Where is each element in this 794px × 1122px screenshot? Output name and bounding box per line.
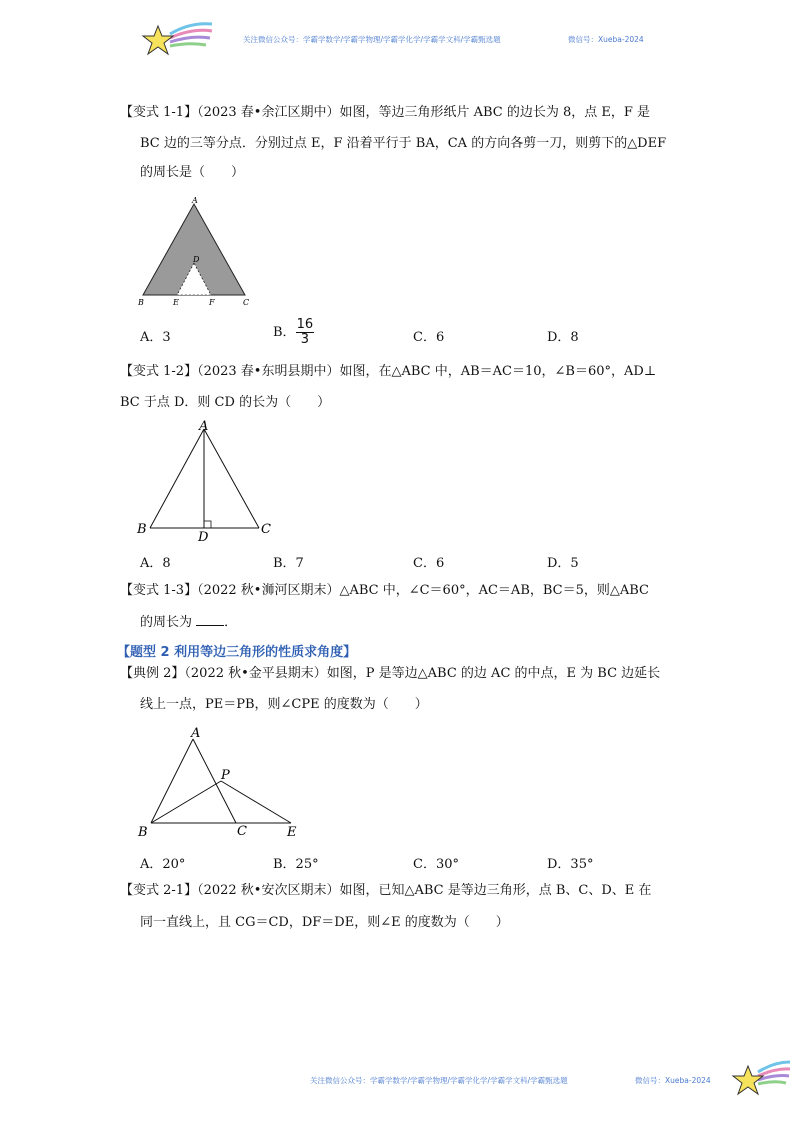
q4-line2: 同一直线上，且 CG＝CD，DF＝DE，则∠E 的度数为（ ） [140, 915, 509, 930]
q3-line1: 【变式 1-3】（2022 秋•浉河区期末）△ABC 中，∠C＝60°，AC＝AB，BC＝5，则△ABC [120, 583, 650, 598]
q2-label-c: C [261, 522, 271, 537]
q2-figure [135, 415, 280, 545]
q2-label-a: A [199, 419, 209, 434]
q2-option-a[interactable]: A．8 [140, 556, 171, 571]
q1-label-f: F [209, 298, 215, 307]
q2-label-b: B [137, 522, 147, 537]
answer-blank[interactable] [196, 614, 224, 626]
footer-wechat: 微信号：Xueba-2024 [635, 1076, 711, 1085]
fraction [296, 318, 315, 347]
header-wechat: 微信号：Xueba-2024 [568, 35, 644, 44]
star-logo-icon [730, 1058, 792, 1098]
q1-option-b-label: B． [273, 325, 296, 340]
ex2-label-c: C [237, 824, 247, 839]
ex2-option-c[interactable]: C．30° [413, 857, 459, 872]
fraction-denominator: 3 [300, 332, 309, 347]
q1-line1: 【变式 1-1】（2023 春•余江区期中）如图，等边三角形纸片 ABC 的边长为 8，点 E，F 是 [120, 105, 651, 120]
section-title: 【题型 2 利用等边三角形的性质求角度】 [117, 645, 357, 660]
q1-label-d: D [193, 255, 200, 264]
ex2-line2: 线上一点，PE＝PB，则∠CPE 的度数为（ ） [140, 697, 428, 712]
ex2-option-b[interactable]: B．25° [273, 857, 319, 872]
q2-line1: 【变式 1-2】（2023 春•东明县期中）如图，在△ABC 中，AB＝AC＝10，∠B＝60°，AD⊥ [120, 364, 657, 379]
q4-line1: 【变式 2-1】（2022 秋•安次区期末）如图，已知△ABC 是等边三角形，点 B、C、D、E 在 [120, 883, 652, 898]
q1-line2: BC 边的三等分点．分别过点 E，F 沿着平行于 BA，CA 的方向各剪一刀，则剪下的△DEF [140, 136, 667, 151]
q1-figure [135, 195, 260, 310]
q1-option-a[interactable]: A．3 [140, 330, 171, 345]
q3-line2-end: ． [224, 615, 238, 630]
ex2-figure [133, 722, 308, 844]
q1-option-d[interactable]: D．8 [547, 330, 579, 345]
q2-option-c[interactable]: C．6 [413, 556, 445, 571]
ex2-label-b: B [138, 825, 148, 840]
q3-line2-text: 的周长为 [140, 615, 193, 630]
q2-line2: BC 于点 D．则 CD 的长为（ ） [120, 395, 331, 410]
header-text: 关注微信公众号：学霸学数学/学霸学物理/学霸学化学/学霸学文科/学霸甄选题 [243, 35, 501, 44]
q1-option-c[interactable]: C．6 [413, 330, 445, 345]
q1-label-e: E [173, 298, 179, 307]
q1-label-a: A [192, 196, 198, 205]
ex2-label-p: P [221, 768, 230, 783]
ex2-option-a[interactable]: A．20° [140, 857, 186, 872]
star-logo-icon [140, 18, 215, 60]
ex2-option-d[interactable]: D．35° [547, 857, 594, 872]
q1-line3: 的周长是（ ） [140, 165, 245, 180]
q2-option-d[interactable]: D．5 [547, 556, 579, 571]
q1-label-b: B [138, 298, 144, 307]
q2-option-b[interactable]: B．7 [273, 556, 304, 571]
q3-line2 [140, 614, 237, 629]
q2-label-d: D [198, 530, 209, 545]
footer-text: 关注微信公众号：学霸学数学/学霸学物理/学霸学化学/学霸学文科/学霸甄选题 [310, 1076, 568, 1085]
q1-label-c: C [243, 298, 250, 307]
q1-option-b[interactable] [273, 318, 314, 347]
fraction-numerator: 16 [296, 317, 314, 332]
ex2-label-a: A [191, 726, 201, 741]
ex2-label-e: E [287, 825, 297, 840]
ex2-line1: 【典例 2】（2022 秋•金平县期末）如图，P 是等边△ABC 的边 AC 的中点，E 为 BC 边延长 [120, 666, 661, 681]
